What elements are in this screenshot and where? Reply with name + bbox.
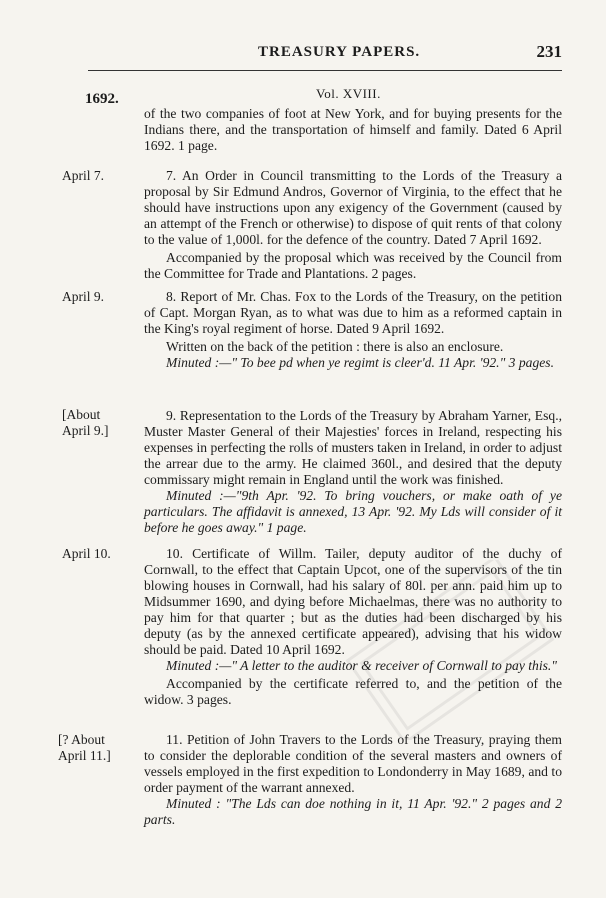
entry-continuation xyxy=(62,106,562,154)
entry-body xyxy=(144,106,562,154)
entry-body xyxy=(144,408,562,536)
entry-paragraph: Minuted :—" A letter to the auditor & receiver of Cornwall to pay this." xyxy=(166,658,557,673)
entry-body xyxy=(144,168,562,282)
entry-paragraph: 9. Representation to the Lords of the Treasury by Abraham Yarner, Esq., Muster Master General of their Majesties' forces in Ireland, respecting his expenses in perfecting the rolls of musters taken in Ireland, in order to adjust the arrear due to the army. He claimed 360l., and desired that the deputy commissary might remain in England until the work was finished. xyxy=(144,408,562,487)
entry-paragraph: 7. An Order in Council transmitting to the Lords of the Treasury a proposal by Sir Edmund Andros, Governor of Virginia, to the effect that he should have instructions upon any exigency of the Government (caused by an attempt of the French or otherwise) to dispose of quit rents of that colony to the value of 1,000l. for the defence of the country. Dated 7 April 1692. xyxy=(144,168,562,247)
entry-paragraph: of the two companies of foot at New York, and for buying presents for the Indians there, and the transportation of himself and family. Dated 6 April 1692. 1 page. xyxy=(144,106,562,153)
entry-body xyxy=(144,289,562,371)
entry-date: April 10. xyxy=(62,546,111,561)
entry-paragraph: Written on the back of the petition : there is also an enclosure. xyxy=(166,339,504,354)
entry-body xyxy=(144,732,562,828)
entry-paragraph: Minuted :—" To bee pd when ye regimt is cleer'd. 11 Apr. '92." 3 pages. xyxy=(166,355,554,370)
entry-paragraph: Minuted : "The Lds can doe nothing in it, 11 Apr. '92." 2 pages and 2 parts. xyxy=(144,796,562,827)
entry-date: [? About April 11.] xyxy=(58,732,111,763)
entry-11 xyxy=(58,732,562,828)
entry-paragraph: 11. Petition of John Travers to the Lords of the Treasury, praying them to consider the deplorable condition of the several masters and owners of vessels employed in the first expedition to Londonderry in May 1689, and to order payment of the warrant annexed. xyxy=(144,732,562,795)
entry-date: April 9. xyxy=(62,289,104,304)
entry-paragraph: Accompanied by the certificate referred to, and the petition of the widow. 3 pages. xyxy=(144,676,562,707)
entry-10 xyxy=(62,546,562,708)
entry-date: April 7. xyxy=(62,168,104,183)
header-rule xyxy=(88,70,562,71)
entry-7 xyxy=(62,168,562,282)
entry-paragraph: Minuted :—"9th Apr. '92. To bring vouchers, or make oath of ye particulars. The affidavit is annexed, 13 Apr. '92. My Lds will consider of it before he goes away." 1 page. xyxy=(144,488,562,535)
running-header-title: TREASURY PAPERS. xyxy=(258,44,421,60)
entry-paragraph: Accompanied by the proposal which was received by the Council from the Committee for Trade and Plantations. 2 pages. xyxy=(144,250,562,281)
entry-body xyxy=(144,546,562,708)
year-label: 1692. xyxy=(85,91,119,107)
entry-9 xyxy=(62,408,562,536)
entry-paragraph: 10. Certificate of Willm. Tailer, deputy auditor of the duchy of Cornwall, to the effect that Captain Upcot, one of the supervisors of the tin blowing houses in Cornwall, had his salary of 80l. per ann. paid him up to Midsummer 1690, and dying before Michaelmas, there was no authority to pay him for that quarter ; but as the duties had been discharged by his deputy (as by the annexed certificate appeared), advising that his widow should be paid. Dated 10 April 1692. xyxy=(144,546,562,657)
page-number: 231 xyxy=(536,42,562,61)
entry-8 xyxy=(62,289,562,371)
volume-label: Vol. XVIII. xyxy=(316,86,381,101)
entry-paragraph: 8. Report of Mr. Chas. Fox to the Lords of the Treasury, on the petition of Capt. Morgan Ryan, as to what was due to him as a reformed captain in the King's royal regiment of horse. Dated 9 April 1692. xyxy=(144,289,562,336)
entry-date: [About April 9.] xyxy=(62,407,109,438)
